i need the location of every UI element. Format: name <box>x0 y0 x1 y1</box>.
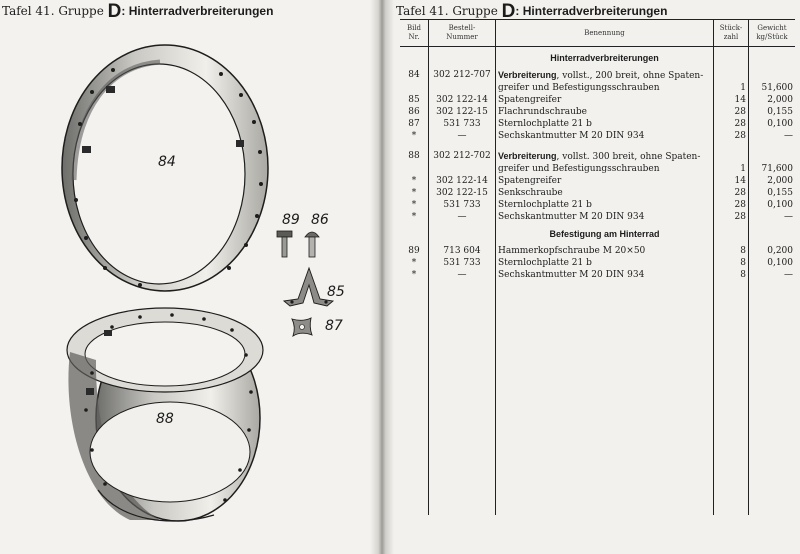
table-row <box>400 118 795 130</box>
stueckzahl-cell <box>714 150 749 163</box>
benennung-cell <box>496 187 714 199</box>
part-description: Senkschraube <box>498 188 563 198</box>
part-description: Sechskantmutter M 20 DIN 934 <box>498 270 645 280</box>
col-benennung: Benennung <box>496 20 714 47</box>
header-title: : Hinterradverbreiterungen <box>121 4 274 18</box>
gewicht-cell: — <box>784 270 793 280</box>
benennung-cell <box>496 150 714 163</box>
col-gewicht: Gewicht kg/Stück <box>749 20 796 47</box>
figure-label-88: 88 <box>156 411 174 427</box>
table-header-row <box>400 20 795 47</box>
benennung-cell <box>496 118 714 130</box>
stueckzahl-cell: 28 <box>714 130 749 142</box>
bild-nr-cell: 84 <box>400 69 429 82</box>
bestell-nummer-cell: 531 733 <box>443 258 481 268</box>
stueckzahl-cell: 28 <box>714 118 749 130</box>
bestell-nummer-cell: 302 212-707 <box>433 70 491 80</box>
bild-nr-cell: 88 <box>400 150 429 163</box>
table-row <box>400 245 795 257</box>
bestell-nummer-cell <box>429 163 496 175</box>
stueckzahl-cell <box>714 69 749 82</box>
bestell-nummer-cell: — <box>457 131 467 141</box>
gewicht-cell: 51,600 <box>761 83 793 93</box>
table-row <box>400 269 795 281</box>
benennung-cell <box>496 106 714 118</box>
section-row-befestigung <box>400 223 795 245</box>
header-prefix: Tafel 41. Gruppe <box>396 4 498 18</box>
benennung-cell <box>496 130 714 142</box>
part-description: greifer und Befestigungsschrauben <box>498 164 660 174</box>
gewicht-cell: — <box>784 212 793 222</box>
benennung-cell <box>496 257 714 269</box>
gewicht-cell <box>749 69 796 82</box>
bestell-nummer-cell: — <box>457 212 467 222</box>
table-body <box>400 47 795 516</box>
bild-nr-cell: 86 <box>400 106 429 118</box>
gewicht-cell: 0,155 <box>767 107 793 117</box>
section-title: Hinterradverbreiterungen <box>496 47 714 70</box>
figure-label-87: 87 <box>325 318 343 334</box>
header-title: : Hinterradverbreiterungen <box>515 4 668 18</box>
stueckzahl-cell: 28 <box>714 199 749 211</box>
table-row <box>400 69 795 82</box>
table-row <box>400 257 795 269</box>
table-row <box>400 130 795 142</box>
bestell-nummer-cell: 302 122-14 <box>436 95 488 105</box>
stueckzahl-cell: 8 <box>714 245 749 257</box>
bild-nr-cell: * <box>400 269 429 281</box>
bild-nr-cell: * <box>400 187 429 199</box>
gewicht-cell: 2,000 <box>767 176 793 186</box>
stueckzahl-cell: 1 <box>714 163 749 175</box>
bild-nr-cell: * <box>400 211 429 223</box>
stueckzahl-cell: 14 <box>714 175 749 187</box>
gewicht-cell: 0,200 <box>767 246 793 256</box>
section-title: Befestigung am Hinterrad <box>496 223 714 245</box>
figure-label-85: 85 <box>327 284 345 300</box>
group-letter: D <box>107 1 122 22</box>
parts-table <box>400 19 795 515</box>
group-letter: D <box>501 1 516 22</box>
bestell-nummer-cell: 531 733 <box>443 119 481 129</box>
bestell-nummer-cell: 713 604 <box>443 246 481 256</box>
table-row <box>400 106 795 118</box>
part-description: Spatengreifer <box>498 176 562 186</box>
plate-87-drawing <box>292 318 312 336</box>
part-description: Flachrundschraube <box>498 107 587 117</box>
benennung-cell <box>496 245 714 257</box>
table-row <box>400 211 795 223</box>
part-description: Sternlochplatte 21 b <box>498 119 592 129</box>
gewicht-cell: 2,000 <box>767 95 793 105</box>
bestell-nummer-cell: 302 122-15 <box>436 188 488 198</box>
gripper-85-drawing <box>284 268 333 306</box>
col-bild-nr: Bild Nr. <box>400 20 429 47</box>
benennung-cell <box>496 175 714 187</box>
gewicht-cell: 0,100 <box>767 119 793 129</box>
stueckzahl-cell: 28 <box>714 211 749 223</box>
part-name-bold: Verbreiterung <box>498 70 557 80</box>
part-description: Sechskantmutter M 20 DIN 934 <box>498 212 645 222</box>
bestell-nummer-cell: — <box>457 270 467 280</box>
bild-nr-cell: 85 <box>400 94 429 106</box>
stueckzahl-cell: 14 <box>714 94 749 106</box>
table-row <box>400 199 795 211</box>
table-row <box>400 94 795 106</box>
benennung-cell <box>496 269 714 281</box>
table-row <box>400 82 795 94</box>
figure-label-89: 89 <box>282 212 300 228</box>
bolt-86-drawing <box>305 232 319 257</box>
bolt-89-drawing <box>277 231 292 257</box>
stueckzahl-cell: 8 <box>714 269 749 281</box>
gewicht-cell <box>749 150 796 163</box>
table-row <box>400 187 795 199</box>
part-description: Spatengreifer <box>498 95 562 105</box>
bild-nr-cell <box>400 82 429 94</box>
bestell-nummer-cell: 531 733 <box>443 200 481 210</box>
part-name-bold: Verbreiterung <box>498 151 557 161</box>
spacer-row <box>400 281 795 515</box>
bild-nr-cell: * <box>400 130 429 142</box>
part-description: Sternlochplatte 21 b <box>498 200 592 210</box>
bild-nr-cell: * <box>400 199 429 211</box>
benennung-cell <box>496 69 714 82</box>
bestell-nummer-cell: 302 212-702 <box>433 151 491 161</box>
gewicht-cell: 71,600 <box>761 164 793 174</box>
col-stueckzahl: Stück- zahl <box>714 20 749 47</box>
gewicht-cell: 0,100 <box>767 258 793 268</box>
figure-label-86: 86 <box>311 212 329 228</box>
part-description: , vollst., 200 breit, ohne Spaten- <box>556 71 704 81</box>
bestell-nummer-cell: 302 122-14 <box>436 176 488 186</box>
benennung-cell <box>496 82 714 94</box>
part-description: Hammerkopfschraube M 20×50 <box>498 246 646 256</box>
part-description: greifer und Befestigungsschrauben <box>498 83 660 93</box>
stueckzahl-cell: 28 <box>714 106 749 118</box>
col-bestell-nummer: Bestell- Nummer <box>429 20 496 47</box>
part-description: Sechskantmutter M 20 DIN 934 <box>498 131 645 141</box>
section-row-hinterradverbreiterungen <box>400 47 795 70</box>
gewicht-cell: 0,155 <box>767 188 793 198</box>
bild-nr-cell: * <box>400 175 429 187</box>
bild-nr-cell: 87 <box>400 118 429 130</box>
gewicht-cell: — <box>784 131 793 141</box>
benennung-cell <box>496 199 714 211</box>
table-row <box>400 150 795 163</box>
part-description: , vollst. 300 breit, ohne Spaten- <box>556 152 701 162</box>
bild-nr-cell: * <box>400 257 429 269</box>
benennung-cell <box>496 211 714 223</box>
header-prefix: Tafel 41. Gruppe <box>2 4 104 18</box>
stueckzahl-cell: 8 <box>714 257 749 269</box>
bild-nr-cell <box>400 163 429 175</box>
stueckzahl-cell: 1 <box>714 82 749 94</box>
part-description: Sternlochplatte 21 b <box>498 258 592 268</box>
spacer-row <box>400 142 795 150</box>
benennung-cell <box>496 163 714 175</box>
figure-label-84: 84 <box>158 154 176 170</box>
bild-nr-cell: 89 <box>400 245 429 257</box>
table-row <box>400 175 795 187</box>
stueckzahl-cell: 28 <box>714 187 749 199</box>
bestell-nummer-cell: 302 122-15 <box>436 107 488 117</box>
table-row <box>400 163 795 175</box>
bestell-nummer-cell <box>429 82 496 94</box>
benennung-cell <box>496 94 714 106</box>
gewicht-cell: 0,100 <box>767 200 793 210</box>
